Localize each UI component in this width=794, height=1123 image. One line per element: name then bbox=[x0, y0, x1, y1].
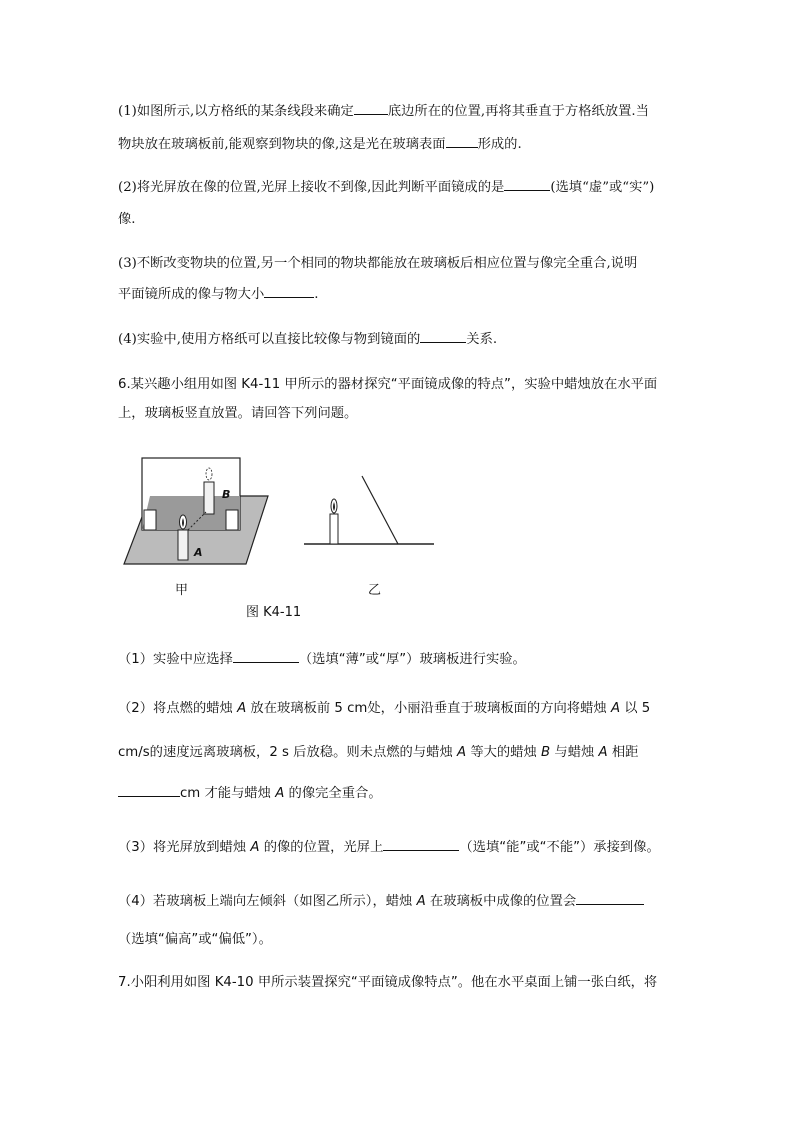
q5-item2-line2: 像. bbox=[118, 212, 136, 227]
q6-item4-line1: （4）若玻璃板上端向左倾斜（如图乙所示），蜡烛 A 在玻璃板中成像的位置会 bbox=[118, 892, 644, 911]
q5-item3-line2: 平面镜所成的像与物大小 . bbox=[118, 287, 319, 302]
q6-intro-line2: 上，玻璃板竖直放置。请回答下列问题。 bbox=[118, 406, 358, 421]
q6-item2-line3: cm 才能与蜡烛 A 的像完全重合。 bbox=[118, 784, 382, 803]
q5-item1-line2: 物块放在玻璃板前,能观察到物块的像,这是光在玻璃表面 形成的. bbox=[118, 137, 522, 152]
q6-item2-line1: （2）将点燃的蜡烛 A 放在玻璃板前 5 cm处，小丽沿垂直于玻璃板面的方向将蜡烛 A 以 5 bbox=[118, 701, 651, 716]
q7-intro: 7.小阳利用如图 K4-10 甲所示装置探究“平面镜成像特点”。他在水平桌面上铺一张白纸，将 bbox=[118, 975, 658, 990]
answer-blank[interactable] bbox=[420, 330, 466, 343]
q5-item4: (4)实验中,使用方格纸可以直接比较像与物到镜面的 关系. bbox=[118, 332, 498, 347]
q6-item1: （1）实验中应选择 （选填“薄”或“厚”）玻璃板进行实验。 bbox=[118, 652, 526, 667]
sub-label-jia: 甲 bbox=[175, 583, 189, 598]
q5-item2-line1: (2)将光屏放在像的位置,光屏上接收不到像,因此判断平面镜成的是 (选填“虚”或“实”) bbox=[118, 180, 655, 195]
answer-blank[interactable] bbox=[118, 784, 180, 797]
sub-label-yi: 乙 bbox=[368, 583, 382, 598]
label-b: B bbox=[222, 488, 231, 501]
q6-item2-line2: cm/s的速度远离玻璃板，2 s 后放稳。则未点燃的与蜡烛 A 等大的蜡烛 B 与蜡烛 A 相距 bbox=[118, 745, 639, 760]
q6-intro-line1: 6.某兴趣小组用如图 K4-11 甲所示的器材探究“平面镜成像的特点”，实验中蜡烛放在水平面 bbox=[118, 377, 658, 392]
figure-caption: 图 K4-11 bbox=[246, 605, 302, 620]
answer-blank[interactable] bbox=[446, 135, 478, 148]
answer-blank[interactable] bbox=[354, 102, 388, 115]
answer-blank[interactable] bbox=[576, 892, 644, 905]
q6-item4-line2: （选填“偏高”或“偏低”）。 bbox=[118, 932, 272, 947]
label-a: A bbox=[194, 546, 203, 559]
figure-jia bbox=[118, 452, 268, 572]
q5-item1-line1: (1)如图所示,以方格纸的某条线段来确定 底边所在的位置,再将其垂直于方格纸放置.当 bbox=[118, 104, 649, 119]
answer-blank[interactable] bbox=[383, 838, 459, 851]
figure-yi bbox=[300, 474, 440, 549]
answer-blank[interactable] bbox=[233, 650, 299, 663]
q6-item3: （3）将光屏放到蜡烛 A 的像的位置，光屏上 （选填“能”或“不能”）承接到像。 bbox=[118, 840, 660, 855]
answer-blank[interactable] bbox=[264, 285, 314, 298]
answer-blank[interactable] bbox=[504, 178, 550, 191]
q5-item3-line1: (3)不断改变物块的位置,另一个相同的物块都能放在玻璃板后相应位置与像完全重合,说明 bbox=[118, 256, 638, 271]
